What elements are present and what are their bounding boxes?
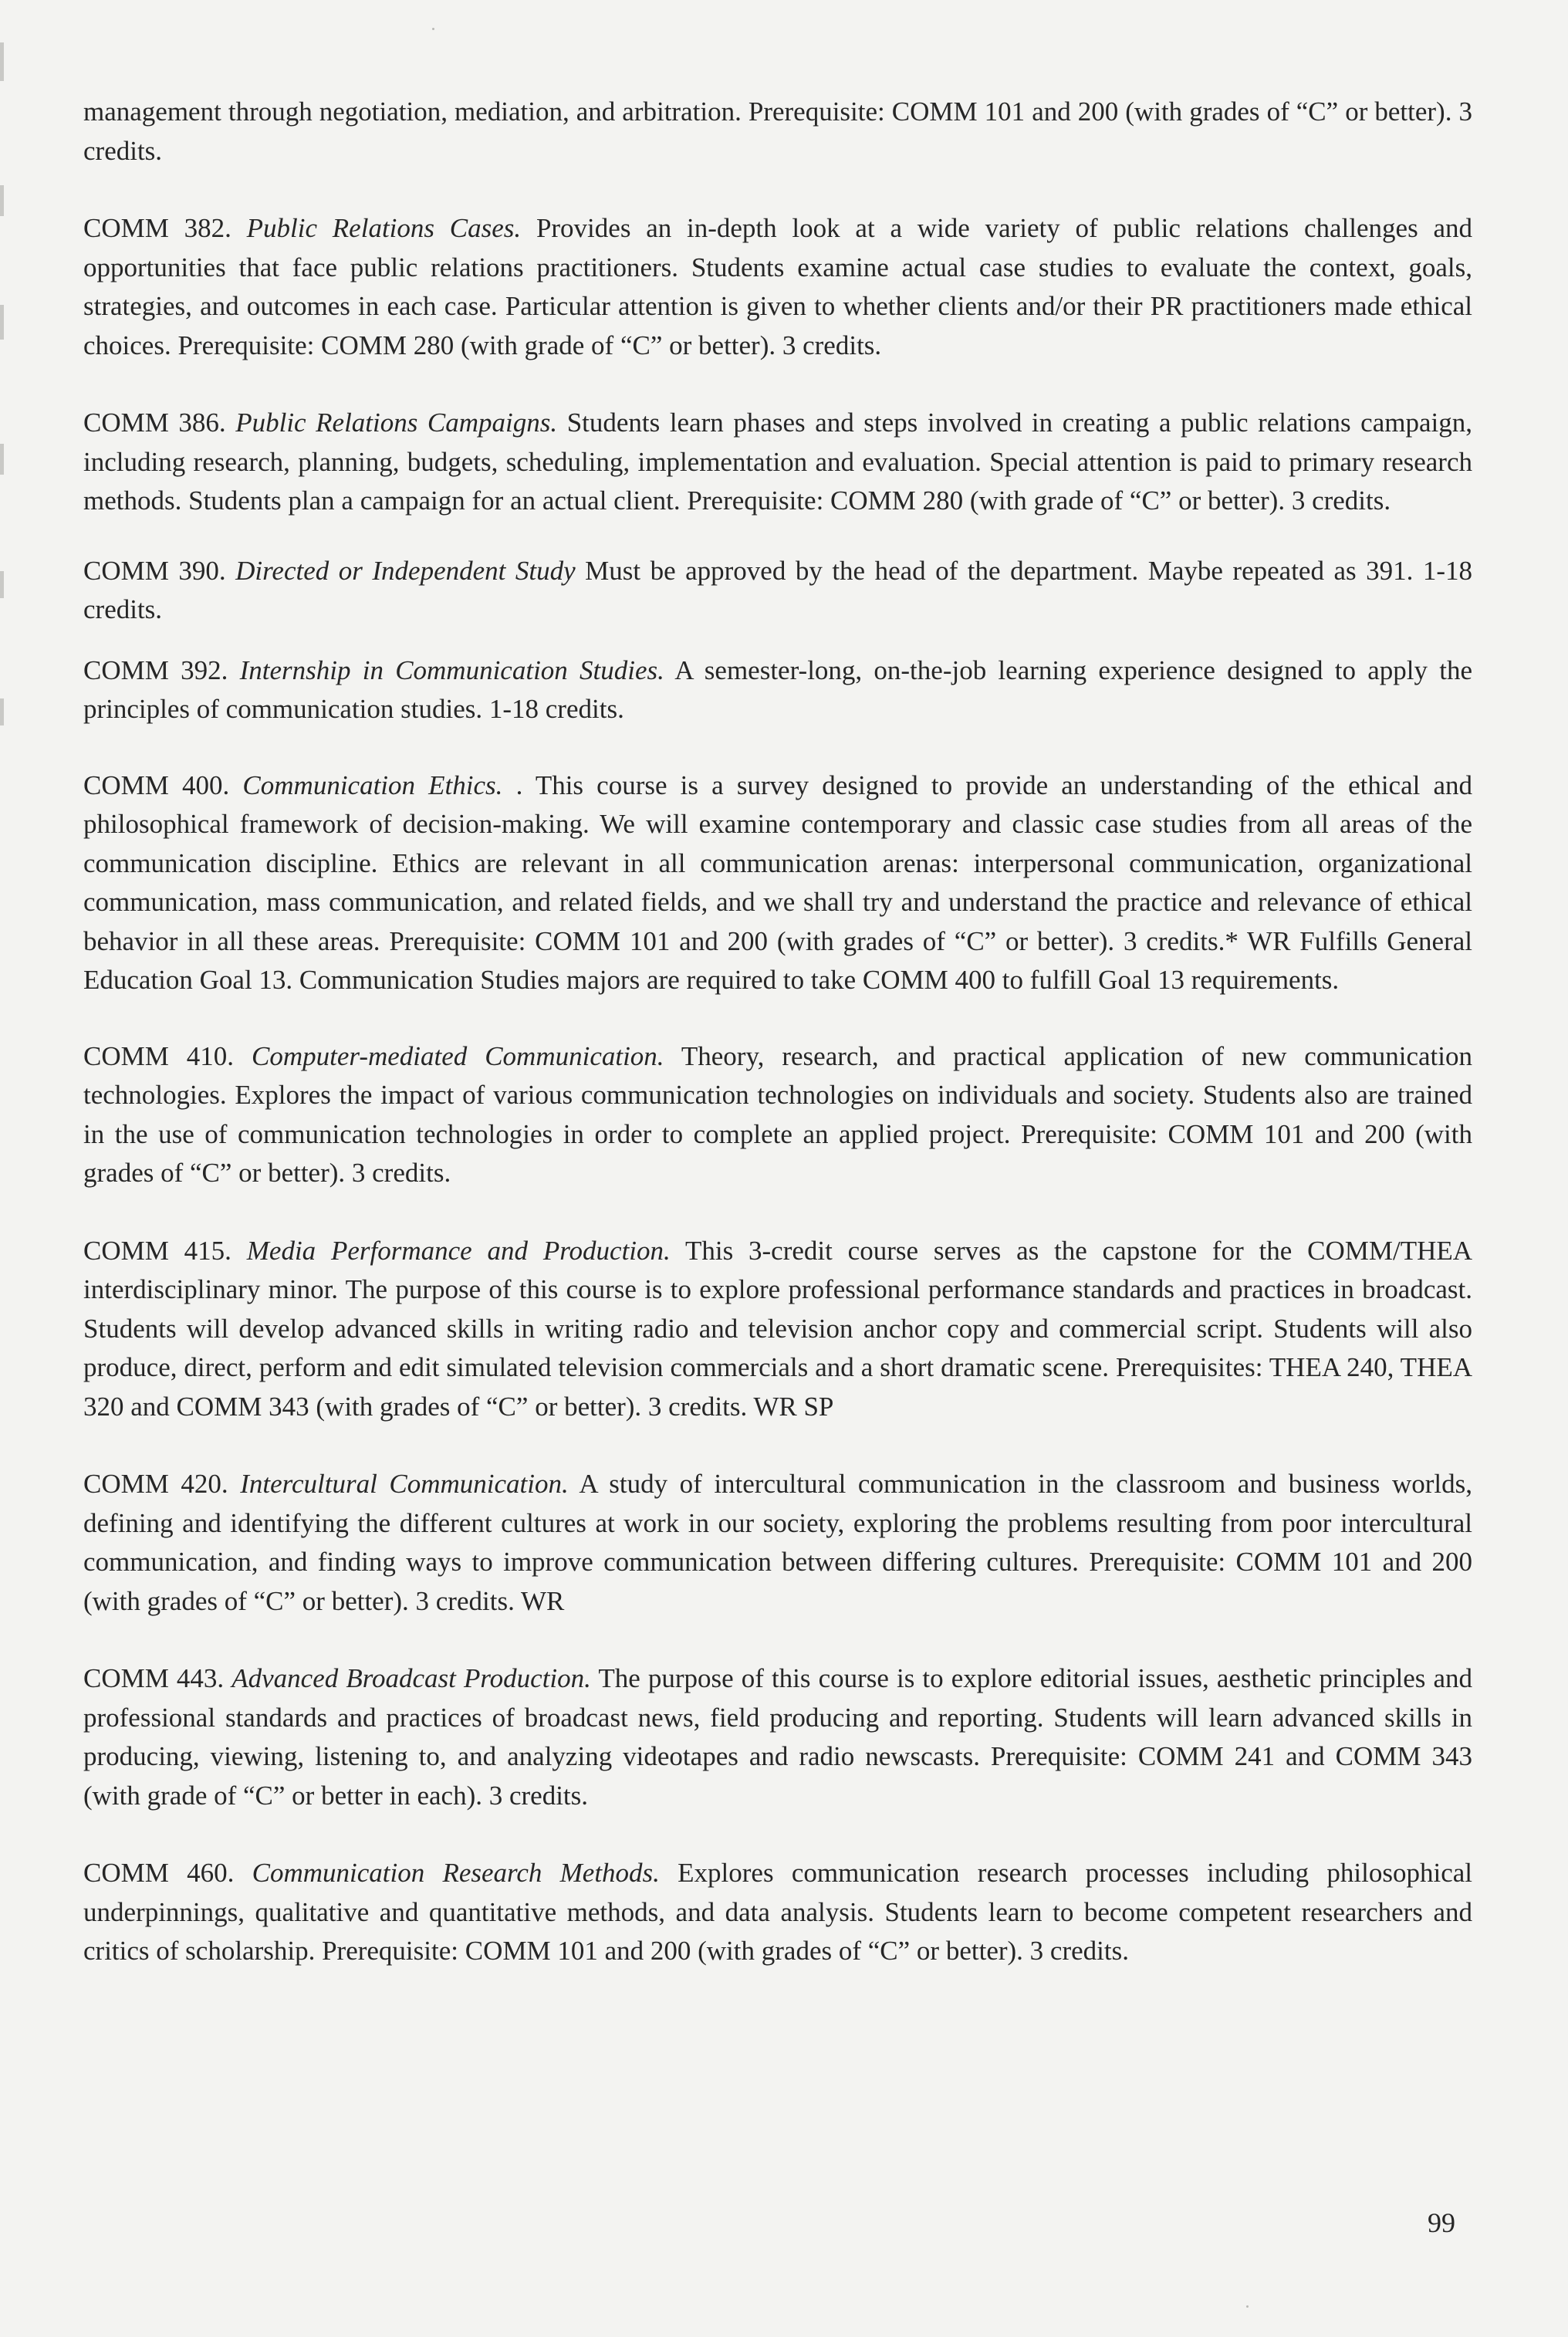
course-title: Advanced Broadcast Production.	[231, 1663, 591, 1693]
course-title: Directed or Independent Study	[235, 555, 576, 586]
course-entry-continuation	[83, 93, 1472, 171]
course-entry-comm-392	[83, 651, 1472, 729]
course-entry-comm-415	[83, 1232, 1472, 1427]
course-description: Explores communication research processes including philosophical underpinnings, qualitative and quantitative methods, and data analysis. Students learn to become competent researchers and critics of scholarship. Prerequisite: COMM 101 and 200 (with grades of “C” or better). 3 credits.	[83, 1858, 1473, 1966]
course-description: Theory, research, and practical application of new communication technologies. Explores the impact of various communication technologies on individuals and society. Students also are trained in the use of communication technologies in order to complete an applied project. Prerequisite: COMM 101 and 200 (with grades of “C” or better). 3 credits.	[83, 1040, 1473, 1188]
course-code: COMM 415.	[83, 1235, 231, 1266]
binding-shadow-mark	[0, 571, 4, 598]
course-entry-comm-390	[83, 552, 1472, 630]
course-description: Students learn phases and steps involved in creating a public relations campaign, including research, planning, budgets, scheduling, implementation and evaluation. Special attention is paid to primary research methods. Students plan a campaign for an actual client. Prerequisite: COMM 280 (with grade of “C” or better). 3 credits.	[83, 408, 1472, 516]
binding-shadow-mark	[0, 698, 4, 725]
course-code: COMM 382.	[83, 213, 231, 243]
binding-shadow-mark	[0, 444, 4, 475]
course-description: . This course is a survey designed to provide an understanding of the ethical and philosophical framework of decision-making. We will examine contemporary and classic case studies from all areas of the communication discipline. Ethics are relevant in all communication arenas: interpersonal communication, organizational communication, mass communication, and related fields, and we shall try and understand the practice and relevance of ethical behavior in all these areas. Prerequisite: COMM 101 and 200 (with grades of “C” or better). 3 credits.* WR Fulfills General Education Goal 13. Communication Studies majors are required to take COMM 400 to fulfill Goal 13 requirements.	[83, 769, 1473, 995]
course-title: Public Relations Cases.	[246, 213, 522, 243]
course-description: This 3-credit course serves as the capstone for the COMM/THEA interdisciplinary minor. The purpose of this course is to explore professional performance standards and practices in broadcast. Students will develop advanced skills in writing radio and television anchor copy and commercial script. Students will also produce, direct, perform and edit simulated television commercials and a short dramatic scene. Prerequisites: THEA 240, THEA 320 and COMM 343 (with grades of “C” or better). 3 credits. WR SP	[83, 1235, 1473, 1422]
scan-speck	[1246, 2305, 1249, 2308]
course-entry-comm-443	[83, 1659, 1472, 1815]
course-description: Provides an in-depth look at a wide variety of public relations challenges and opportunities that face public relations practitioners. Students examine actual case studies to evaluate the context, goals, strategies, and outcomes in each case. Particular attention is given to whether clients and/or their PR practitioners made ethical choices. Prerequisite: COMM 280 (with grade of “C” or better). 3 credits.	[83, 213, 1472, 360]
course-entry-comm-420	[83, 1465, 1472, 1621]
course-description-list	[83, 93, 1472, 1971]
course-code: COMM 460.	[83, 1858, 235, 1888]
course-description: management through negotiation, mediation, and arbitration. Prerequisite: COMM 101 and 200 (with grades of “C” or better). 3 credits.	[83, 96, 1472, 166]
course-entry-comm-382	[83, 209, 1472, 365]
course-title: Computer-mediated Communication.	[252, 1040, 664, 1071]
course-code: COMM 420.	[83, 1469, 228, 1499]
course-code: COMM 392.	[83, 654, 228, 685]
binding-shadow-mark	[0, 185, 4, 216]
course-code: COMM 386.	[83, 408, 226, 438]
course-description: A study of intercultural communication in the classroom and business worlds, defining and identifying the different cultures at work in our society, exploring the problems resulting from poor intercultural communication, and finding ways to improve communication between differing cultures. Prerequisite: COMM 101 and 200 (with grades of “C” or better). 3 credits. WR	[83, 1469, 1473, 1616]
course-code: COMM 443.	[83, 1663, 225, 1693]
course-description: Must be approved by the head of the department. Maybe repeated as 391. 1-18 credits.	[83, 555, 1472, 624]
course-title: Intercultural Communication.	[240, 1469, 569, 1499]
course-description: The purpose of this course is to explore editorial issues, aesthetic principles and professional standards and practices of broadcast news, field producing and reporting. Students will learn advanced skills in producing, viewing, listening to, and analyzing videotapes and radio newscasts. Prerequisite: COMM 241 and COMM 343 (with grade of “C” or better in each). 3 credits.	[83, 1663, 1472, 1811]
course-title: Communication Ethics.	[242, 769, 503, 800]
course-title: Public Relations Campaigns.	[235, 408, 558, 438]
binding-shadow-mark	[0, 42, 4, 81]
scan-speck	[432, 28, 434, 30]
course-title: Media Performance and Production.	[246, 1235, 671, 1266]
binding-shadow-mark	[0, 305, 4, 340]
course-entry-comm-400	[83, 766, 1472, 1000]
course-entry-comm-460	[83, 1854, 1472, 1971]
course-code: COMM 410.	[83, 1040, 235, 1071]
course-entry-comm-410	[83, 1037, 1472, 1193]
course-code: COMM 390.	[83, 555, 226, 586]
course-title: Internship in Communication Studies.	[239, 654, 664, 685]
course-title: Communication Research Methods.	[252, 1858, 660, 1888]
page-number: 99	[1428, 2207, 1455, 2238]
course-entry-comm-386	[83, 404, 1472, 521]
course-code: COMM 400.	[83, 769, 230, 800]
course-description: A semester-long, on-the-job learning experience designed to apply the principles of communication studies. 1-18 credits.	[83, 654, 1473, 724]
